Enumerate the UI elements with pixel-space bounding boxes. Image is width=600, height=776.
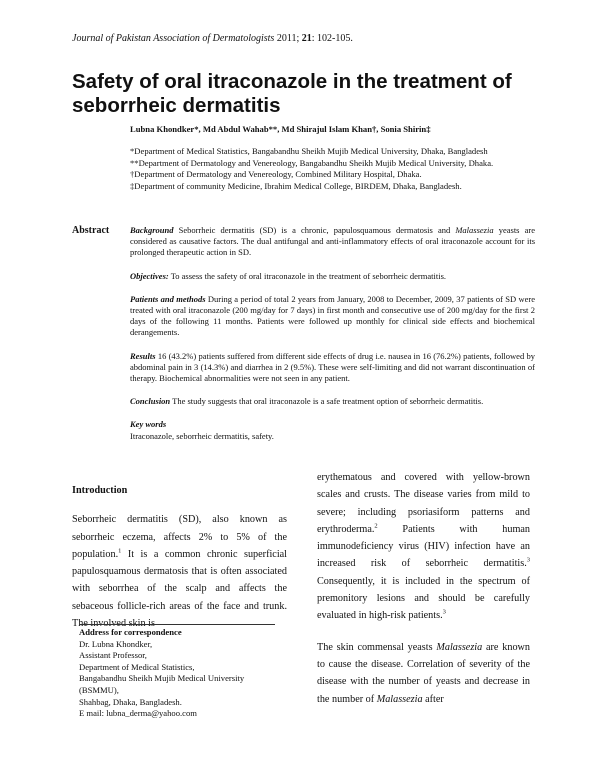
- author-list: Lubna Khondker*, Md Abdul Wahab**, Md Shirajul Islam Khan†, Sonia Shirin‡: [130, 124, 431, 134]
- objectives-heading: Objectives:: [130, 270, 169, 281]
- introduction-heading: Introduction: [72, 485, 128, 496]
- col2-text-b: Patients with human immunodeficiency virus (HIV) infection have an increased risk of seborrheic dermatitis.: [317, 523, 530, 570]
- intro-paragraph: [72, 511, 287, 632]
- citation-1: 1: [118, 547, 122, 555]
- affiliations: [130, 146, 535, 192]
- background-text-a: Seborrheic dermatitis (SD) is a chronic, papulosquamous dermatosis and: [178, 225, 451, 235]
- col2-genus-1: Malassezia: [436, 641, 483, 653]
- footnote-divider: [79, 624, 275, 625]
- correspondence-line: Department of Medical Statistics,: [79, 661, 195, 672]
- journal-year: 2011;: [276, 33, 300, 44]
- abstract-objectives: [130, 271, 535, 282]
- correspondence-line: (BSMMU),: [79, 684, 119, 695]
- correspondence-line: Shahbag, Dhaka, Bangladesh.: [79, 696, 182, 707]
- col2-p2-text-c: after: [422, 693, 444, 705]
- correspondence-line: Bangabandhu Sheikh Mujib Medical University: [79, 673, 245, 684]
- col2-text-a: erythematous and covered with yellow-brown scales and crusts. The disease varies from mild to severe; including psoriasiform patterns and erythroderma.: [317, 472, 530, 535]
- journal-pages: : 102-105.: [311, 33, 353, 44]
- background-text-b: yeasts are considered as causative factors. The dual antifungal and anti-inflammatory effects of oral itraconazole account for its prolonged therapeutic action in SD.: [130, 225, 535, 258]
- abstract-results: [130, 351, 535, 385]
- correspondence-email: E mail: lubna_derma@yahoo.com: [79, 708, 197, 719]
- abstract-conclusion: [130, 396, 535, 407]
- abstract-methods: [130, 294, 535, 339]
- affiliation-2: **Department of Dermatology and Venereology, Bangabandhu Sheikh Mujib Medical University, Dhaka.: [130, 157, 494, 168]
- col2-p2-text-b: are known to cause the disease. Correlation of severity of the disease with the number of yeasts and decrease in the number of: [317, 641, 530, 705]
- abstract-label: Abstract: [72, 225, 110, 236]
- abstract-body: [130, 225, 535, 442]
- background-heading: Background: [130, 225, 174, 235]
- correspondence-block: [79, 627, 294, 720]
- citation-3b: 3: [442, 608, 446, 616]
- abstract-keywords: [130, 419, 535, 441]
- correspondence-line: Dr. Lubna Khondker,: [79, 638, 153, 649]
- journal-citation: [72, 33, 353, 44]
- correspondence-heading: Address for correspondence: [79, 627, 182, 637]
- body-column-left: [72, 482, 287, 632]
- methods-heading: Patients and methods: [130, 293, 206, 304]
- citation-2: 2: [374, 522, 378, 530]
- objectives-text: To assess the safety of oral itraconazole in the treatment of seborrheic dermatitis.: [170, 270, 447, 281]
- results-heading: Results: [130, 350, 156, 361]
- intro-text-b: It is a common chronic superficial papulosquamous dermatosis that is often associated with seborrhea of the scalp and affects the sebaceous follicle-rich areas of the face and trunk. The involved skin is: [72, 548, 287, 630]
- keywords-text: Itraconazole, seborrheic dermatitis, safety.: [130, 430, 274, 441]
- journal-name: Journal of Pakistan Association of Dermatologists: [72, 33, 275, 44]
- col2-p2-text-a: The skin commensal yeasts: [317, 641, 437, 653]
- conclusion-text: The study suggests that oral itraconazole is a safe treatment option of seborrheic dermatitis.: [172, 396, 484, 407]
- body-column-right: [317, 469, 530, 722]
- col2-text-c: Consequently, it is included in the spectrum of premonitory lesions and should be carefully evaluated in high-risk patients.: [317, 575, 530, 622]
- col2-paragraph-2: [317, 639, 530, 708]
- affiliation-1: *Department of Medical Statistics, Bangabandhu Sheikh Mujib Medical University, Dhaka, Bangladesh: [130, 146, 488, 156]
- col2-genus-2: Malassezia: [376, 693, 423, 705]
- correspondence-line: Assistant Professor,: [79, 650, 147, 661]
- journal-volume: 21: [301, 33, 312, 44]
- abstract-background: [130, 225, 535, 259]
- col2-paragraph-1: [317, 469, 530, 625]
- keywords-heading: Key words: [130, 419, 167, 430]
- background-genus: Malassezia: [455, 225, 494, 235]
- affiliation-3: †Department of Dermatology and Venereology, Combined Military Hospital, Dhaka.: [130, 169, 422, 180]
- paper-title: Safety of oral itraconazole in the treatment of seborrheic dermatitis: [72, 70, 512, 117]
- methods-text: During a period of total 2 years from January, 2008 to December, 2009, 37 patients of SD were treated with oral itraconazole (200 mg/day for 7 days) in first month and consecutive use of 200 mg/day for the first 2 days of the following 11 months. Patients were followed up monthly for clinical side effects and biochemical derangements.: [130, 293, 536, 338]
- citation-3: 3: [526, 557, 530, 565]
- intro-text-a: Seborrheic dermatitis (SD), also known as seborrheic eczema, affects 2% to 5% of the population.: [72, 514, 287, 560]
- conclusion-heading: Conclusion: [130, 396, 171, 407]
- results-text: 16 (43.2%) patients suffered from different side effects of drug i.e. nausea in 16 (76.2%) patients, followed by abdominal pain in 3 (14.3%) and diarrhea in 2 (9.5%). These were self-limiting and did not warrant discontinuation of therapy. Biochemical abnormalities were not seen in any patient.: [130, 350, 535, 384]
- affiliation-4: ‡Department of community Medicine, Ibrahim Medical College, BIRDEM, Dhaka, Bangladesh.: [130, 180, 462, 191]
